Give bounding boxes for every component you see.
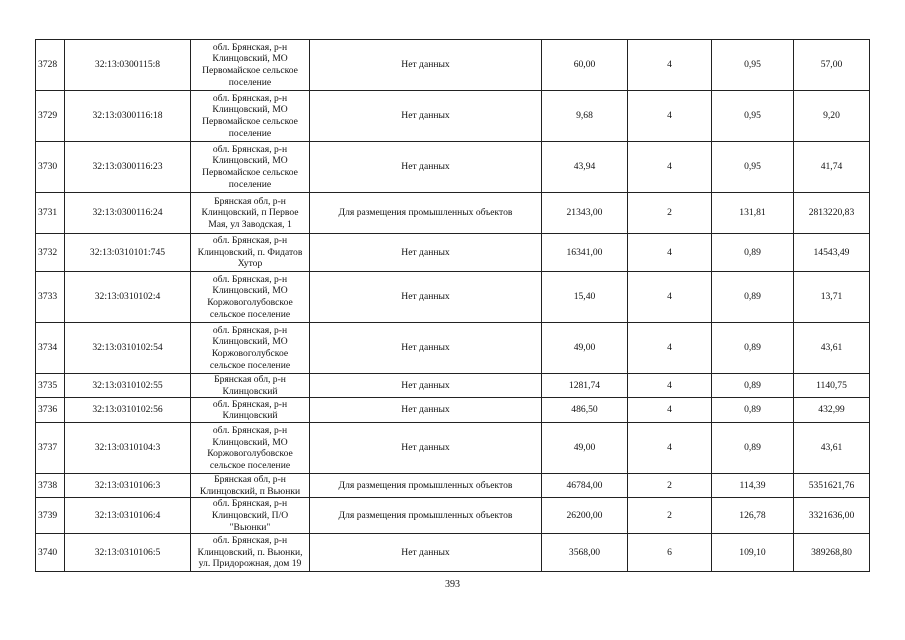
cell-row-number: 3733: [36, 272, 65, 323]
cell-area: 60,00: [542, 40, 628, 91]
cell-specific-value: 114,39: [712, 474, 794, 498]
cell-address: обл. Брянская, р-н Клинцовский, МО Коржовоголубское сельское поселение: [191, 323, 310, 374]
cell-cadastral-value: 389268,80: [794, 534, 870, 572]
cell-use-group: 4: [628, 323, 712, 374]
cell-cadastral-number: 32:13:0310102:56: [65, 398, 191, 423]
cell-row-number: 3730: [36, 142, 65, 193]
table-row: [36, 323, 870, 374]
table-row: [36, 193, 870, 234]
cell-use-group: 4: [628, 374, 712, 398]
cell-area: 21343,00: [542, 193, 628, 234]
cell-row-number: 3736: [36, 398, 65, 423]
cell-cadastral-value: 14543,49: [794, 234, 870, 272]
cell-permitted-use: Нет данных: [310, 423, 542, 474]
cell-use-group: 4: [628, 234, 712, 272]
cell-specific-value: 0,95: [712, 40, 794, 91]
cell-permitted-use: Нет данных: [310, 234, 542, 272]
cell-area: 1281,74: [542, 374, 628, 398]
cell-cadastral-number: 32:13:0310102:4: [65, 272, 191, 323]
cell-cadastral-number: 32:13:0300116:23: [65, 142, 191, 193]
table-row: [36, 40, 870, 91]
cell-specific-value: 0,89: [712, 423, 794, 474]
cell-cadastral-value: 432,99: [794, 398, 870, 423]
cell-area: 49,00: [542, 423, 628, 474]
cell-use-group: 4: [628, 40, 712, 91]
cell-use-group: 4: [628, 272, 712, 323]
cell-area: 15,40: [542, 272, 628, 323]
table-row: [36, 398, 870, 423]
cell-address: обл. Брянская, р-н Клинцовский: [191, 398, 310, 423]
cell-cadastral-value: 1140,75: [794, 374, 870, 398]
cell-address: обл. Брянская, р-н Клинцовский, МО Первомайское сельское поселение: [191, 91, 310, 142]
table-row: [36, 234, 870, 272]
cell-use-group: 4: [628, 398, 712, 423]
cell-specific-value: 131,81: [712, 193, 794, 234]
table-row: [36, 272, 870, 323]
table-row: [36, 474, 870, 498]
cell-address: обл. Брянская, р-н Клинцовский, п. Вьюнки, ул. Придорожная, дом 19: [191, 534, 310, 572]
cell-address: обл. Брянская, р-н Клинцовский, МО Коржовоголубовское сельское поселение: [191, 423, 310, 474]
cell-specific-value: 0,89: [712, 374, 794, 398]
cell-cadastral-number: 32:13:0310104:3: [65, 423, 191, 474]
cell-permitted-use: Нет данных: [310, 398, 542, 423]
table-row: [36, 423, 870, 474]
cell-specific-value: 0,89: [712, 323, 794, 374]
table-row: [36, 498, 870, 534]
cell-area: 46784,00: [542, 474, 628, 498]
cell-use-group: 2: [628, 474, 712, 498]
cell-cadastral-value: 57,00: [794, 40, 870, 91]
cell-cadastral-number: 32:13:0310106:3: [65, 474, 191, 498]
cell-specific-value: 126,78: [712, 498, 794, 534]
cell-use-group: 4: [628, 142, 712, 193]
cell-address: обл. Брянская, р-н Клинцовский, П/О "Вьюнки": [191, 498, 310, 534]
cell-permitted-use: Для размещения промышленных объектов: [310, 193, 542, 234]
cell-cadastral-value: 13,71: [794, 272, 870, 323]
cell-permitted-use: Для размещения промышленных объектов: [310, 498, 542, 534]
cell-address: обл. Брянская, р-н Клинцовский, МО Коржовоголубовское сельское поселение: [191, 272, 310, 323]
cell-specific-value: 0,89: [712, 272, 794, 323]
cell-area: 9,68: [542, 91, 628, 142]
cell-cadastral-value: 41,74: [794, 142, 870, 193]
cell-use-group: 2: [628, 193, 712, 234]
cell-use-group: 6: [628, 534, 712, 572]
cell-permitted-use: Нет данных: [310, 142, 542, 193]
cell-area: 486,50: [542, 398, 628, 423]
cell-row-number: 3732: [36, 234, 65, 272]
cell-cadastral-number: 32:13:0300116:24: [65, 193, 191, 234]
cell-row-number: 3739: [36, 498, 65, 534]
cell-row-number: 3728: [36, 40, 65, 91]
cell-cadastral-number: 32:13:0310102:55: [65, 374, 191, 398]
cell-permitted-use: Нет данных: [310, 374, 542, 398]
cell-row-number: 3735: [36, 374, 65, 398]
cell-specific-value: 0,95: [712, 91, 794, 142]
table-body: [36, 40, 870, 572]
cell-use-group: 4: [628, 423, 712, 474]
cell-area: 43,94: [542, 142, 628, 193]
table-row: [36, 91, 870, 142]
cell-use-group: 2: [628, 498, 712, 534]
cell-specific-value: 0,89: [712, 398, 794, 423]
cell-specific-value: 0,89: [712, 234, 794, 272]
cell-permitted-use: Нет данных: [310, 40, 542, 91]
cell-area: 49,00: [542, 323, 628, 374]
cell-address: Брянская обл, р-н Клинцовский, п Вьюнки: [191, 474, 310, 498]
cadastral-value-table: [35, 39, 870, 572]
page-number: 393: [445, 579, 460, 590]
cell-cadastral-value: 2813220,83: [794, 193, 870, 234]
cell-cadastral-number: 32:13:0300115:8: [65, 40, 191, 91]
cell-row-number: 3734: [36, 323, 65, 374]
cell-row-number: 3731: [36, 193, 65, 234]
cell-cadastral-number: 32:13:0300116:18: [65, 91, 191, 142]
cell-permitted-use: Нет данных: [310, 272, 542, 323]
table-row: [36, 142, 870, 193]
table-row: [36, 374, 870, 398]
cell-address: Брянская обл, р-н Клинцовский: [191, 374, 310, 398]
cell-row-number: 3737: [36, 423, 65, 474]
cell-specific-value: 0,95: [712, 142, 794, 193]
cell-cadastral-value: 3321636,00: [794, 498, 870, 534]
cell-permitted-use: Нет данных: [310, 91, 542, 142]
cell-area: 16341,00: [542, 234, 628, 272]
cell-cadastral-value: 43,61: [794, 423, 870, 474]
table-row: [36, 534, 870, 572]
cell-row-number: 3729: [36, 91, 65, 142]
cell-address: обл. Брянская, р-н Клинцовский, МО Первомайское сельское поселение: [191, 40, 310, 91]
cell-use-group: 4: [628, 91, 712, 142]
cell-area: 3568,00: [542, 534, 628, 572]
cell-permitted-use: Нет данных: [310, 534, 542, 572]
cell-permitted-use: Для размещения промышленных объектов: [310, 474, 542, 498]
cell-cadastral-value: 43,61: [794, 323, 870, 374]
cell-specific-value: 109,10: [712, 534, 794, 572]
cell-area: 26200,00: [542, 498, 628, 534]
cell-cadastral-number: 32:13:0310106:5: [65, 534, 191, 572]
cell-row-number: 3740: [36, 534, 65, 572]
cell-cadastral-number: 32:13:0310106:4: [65, 498, 191, 534]
cell-cadastral-value: 9,20: [794, 91, 870, 142]
cell-permitted-use: Нет данных: [310, 323, 542, 374]
cell-cadastral-value: 5351621,76: [794, 474, 870, 498]
cell-cadastral-number: 32:13:0310101:745: [65, 234, 191, 272]
cell-address: обл. Брянская, р-н Клинцовский, п. Фидатов Хутор: [191, 234, 310, 272]
cell-address: Брянская обл, р-н Клинцовский, п Первое Мая, ул Заводская, 1: [191, 193, 310, 234]
cell-cadastral-number: 32:13:0310102:54: [65, 323, 191, 374]
cell-address: обл. Брянская, р-н Клинцовский, МО Первомайское сельское поселение: [191, 142, 310, 193]
cell-row-number: 3738: [36, 474, 65, 498]
